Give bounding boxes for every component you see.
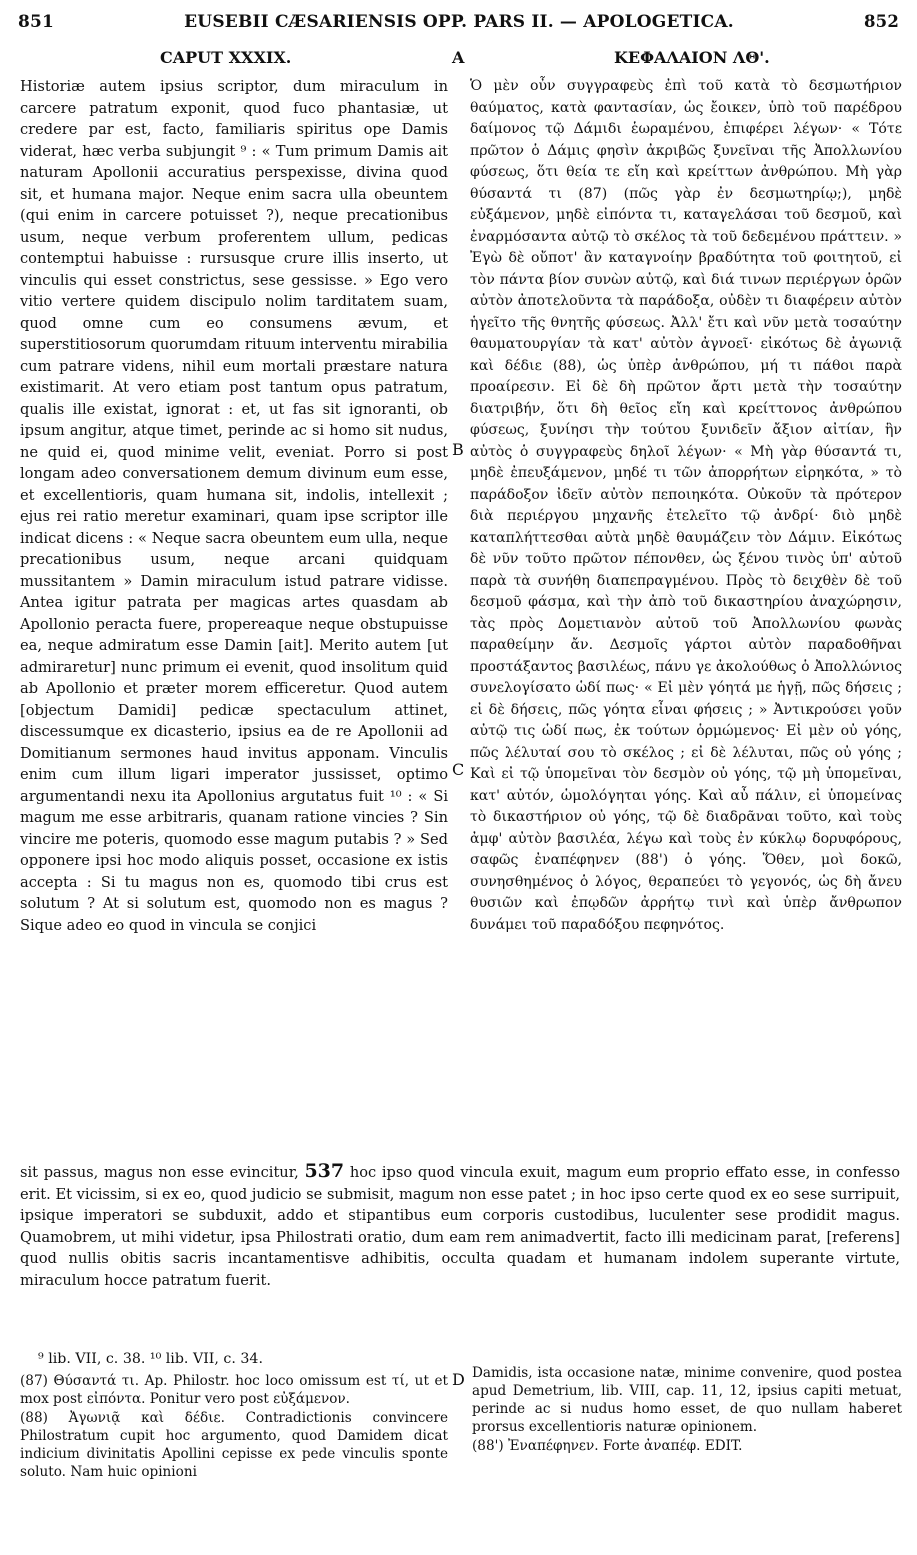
greek-column — [470, 76, 902, 936]
greek-chapter-heading: ΚΕΦΑΛΑΙΟΝ ΛΘ'. — [614, 48, 770, 67]
greek-paragraph: Ὁ μὲν οὖν συγγραφεὺς ἐπὶ τοῦ κατὰ τὸ δεσμωτήριον θαύματος, κατὰ φαντασίαν, ὡς ἔοικεν, ὑπὸ τοῦ παρέδρου δαίμονος τῷ Δάμιδι ἑωραμένου, ἐπιφέρει λέγων· « Τότε πρῶτον ὁ Δάμις φησὶν ἀκριβῶς ξυνεῖναι τῆς Ἀπολλωνίου φύσεως, ὅτι θεία τε εἴη καὶ κρείττων ἀνθρώπου. Μὴ γὰρ θύσαντά τι (87) (πῶς γὰρ ἐν δεσμωτηρίῳ;), μηδὲ εὐξάμενον, μηδὲ εἰπόντα τι, καταγελάσαι τοῦ δεσμοῦ, καὶ ἐναρμόσαντα αὐτῷ τὸ σκέλος τὰ τοῦ δεδεμένου πράττειν. » Ἐγὼ δὲ οὔποτ' ἂν καταγνοίην βραδύτητα τοῦ φοιτητοῦ, εἰ τὸν πάντα βίον συνὼν αὐτῷ, καὶ διά τινων περιέργων ὁρῶν αὐτὸν ἀποτελοῦντα τὰ παράδοξα, οὐδὲν τι διαφέρειν αὐτὸν ἡγεῖτο τῆς θνητῆς φύσεως. Ἀλλ' ἔτι καὶ νῦν μετὰ τοσαύτην θαυματουργίαν τὰ κατ' αὐτὸν ἀγνοεῖ· εἰκότως δὲ ἀγωνιᾷ καὶ δέδιε (88), ὡς ὑπὲρ ἀνθρώπου, μή τι πάθοι παρὰ προαίρεσιν. Εἰ δὲ δὴ πρῶτον ἄρτι μετὰ τὴν τοσαύτην διατριβήν, ὅτι δὴ θεῖος εἴη καὶ κρείττονος ἀνθρώπου φύσεως, ξυνίησι τὴν τούτου ξυνιδεῖν ἄξιον αἰτίαν, ἣν αὐτὸς ὁ συγγραφεὺς δηλοῖ λέγων· « Μὴ γὰρ θύσαντά τι, μηδὲ ἐπευξάμενον, μηδέ τι τῶν ἀπορρήτων εἰρηκότα, » τὸ παράδοξον ἰδεῖν αὐτὸν πεποιηκότα. Οὐκοῦν τὰ πρότερον διὰ περιέργου μηχανῆς ἐτελεῖτο τῷ ἀνδρί· διὸ μηδὲ καταπλήττεσθαι αὐτὰ μηδὲ θαυμάζειν τὸν Δάμιν. Εἰκότως δὲ νῦν τοῦτο πρῶτον πέπονθεν, ὡς ξένου τινὸς ὑπ' αὐτοῦ παρὰ τὰ συνήθη διαπεπραγμένου. Πρὸς τὸ δειχθὲν δὲ τοῦ δεσμοῦ φάσμα, καὶ τὴν ἀπὸ τοῦ δικαστηρίου ἀναχώρησιν, τὰς πρὸς Δομετιανὸν αὐτοῦ τοῦ Ἀπολλωνίου φωνὰς παραθείμην ἄν. Δεσμοῖς γάρτοι αὐτὸν παραδοθῆναι προστάξαντος βασιλέως, πάνυ γε ἀκολούθως ὁ Ἀπολλώνιος συνελογίσατο ὡδί πως· « Εἰ μὲν γόητά με ἡγῇ, πῶς δήσεις ; εἰ δὲ δήσεις, πῶς γόητα εἶναι φήσεις ; » Ἀντικρούσει γοῦν αὐτῷ τις ὡδί πως, ἐκ τούτων ὁρμώμενος· Εἰ μὲν οὐ γόης, πῶς λέλυταί σου τὸ σκέλος ; εἰ δὲ λέλυται, πῶς οὐ γόης ; Καὶ εἰ τῷ ὑπομεῖναι τὸν δεσμὸν οὐ γόης, τῷ μὴ ὑπομεῖναι, κατ' αὐτόν, ὡμολόγηται γόης. Καὶ αὖ πάλιν, εἰ ὑπομείνας τὸ δικαστήριον οὐ γόης, τῷ δὲ διαδρᾶναι τοῦτο, καὶ τοὺς ἀμφ' αὐτὸν βασιλέα, λέγω καὶ τοὺς ἐν κύκλῳ δορυφόρους, σαφῶς ἐναπέφηνεν (88') ὁ γόης. Ὅθεν, μοὶ δοκῶ, συνησθημένος ὁ λόγος, θεραπεύει τὸ γεγονός, ὡς δὴ ἄνευ θυσιῶν καὶ ἐπῳδῶν ἀρρήτῳ τινὶ καὶ ὑπὲρ ἄνθρωπον δυνάμει τοῦ παραδόξου πεφηνότος. — [470, 78, 902, 933]
note-88-continued: Damidis, ista occasione natæ, minime convenire, quod postea apud Demetrium, lib. VIII, cap. 11, 12, ipsius capiti metuat, perinde ac si nudus homo esset, de quo nullam haberet prorsus excellentioris naturæ opinionem. — [472, 1365, 902, 1435]
notes-left-column — [20, 1372, 448, 1482]
continuation-before: sit passus, magus non esse evincitur, — [20, 1164, 299, 1181]
right-page-number: 852 — [863, 12, 899, 31]
margin-marker-d: D — [452, 1370, 465, 1389]
note-87: (87) Θύσαντά τι. Ap. Philostr. hoc loco omissum est τί, ut et mox post εἰπόντα. Ponitur vero post εὐξάμενον. — [20, 1373, 448, 1407]
left-page-number: 851 — [18, 12, 55, 32]
chapter-headings — [0, 48, 917, 70]
margin-marker-b: B — [452, 440, 464, 459]
running-title: EUSEBII CÆSARIENSIS OPP. PARS II. — APOLOGETICA. — [184, 12, 734, 32]
page-mark: 537 — [304, 1160, 345, 1182]
margin-marker-c: C — [452, 760, 465, 779]
continuation-paragraph — [20, 1161, 900, 1291]
latin-column — [20, 76, 448, 936]
full-width-continuation — [20, 1161, 900, 1291]
continuation-after: hoc ipso quod vincula exuit, magum eum proprio effato esse, in confesso erit. Et vicissim, si ex eo, quod judicio se submisit, magum non esse patet ; in hoc ipso certe quod ex eo sese surripuit, ipsique imperatori se subduxit, addo et stipantibus eum corporis custodibus, luculenter sese prodidit magus. Quamobrem, ut mihi videtur, ipsa Philostrati oratio, dum eam rem animadvertit, facto illi medicinam parat, [referens] quod nullis obitis sacris incantamentisve adhibitis, occulta quadam et humanam indolem superante virtute, miraculum hocce patratum fuerit. — [20, 1164, 901, 1289]
source-references: ⁹ lib. VII, c. 38. ¹⁰ lib. VII, c. 34. — [38, 1351, 263, 1367]
column-marker-a: A — [452, 48, 465, 67]
notes-right-column — [472, 1364, 902, 1456]
note-88-prime: (88') Ἐναπέφηνεν. Forte ἀναπέφ. EDIT. — [472, 1438, 743, 1454]
latin-paragraph: Historiæ autem ipsius scriptor, dum miraculum in carcere patratum exponit, quod fuco phantasiæ, ut credere par est, facto, familiaris spiritus ope Damis viderat, hæc verba subjungit ⁹ : « Tum primum Damis ait naturam Apollonii accuratius perspexisse, divina quod sit, et humana major. Neque enim sacra ulla obeuntem (qui enim in carcere potuisset ?), neque precationibus usum, neque verbum proferentem ullum, pedicas contemptui habuisse : rursusque crure illis inserto, ut vinculis qui esset constrictus, sese gessisse. » Ego vero vitio vertere quidem discipulo nolim tarditatem suam, quod omne cum eo consumens ævum, et superstitiosorum quorumdam rituum interventu mirabilia cum patrare videns, nihil eum mortali præstare natura existimarit. At vero etiam post tantum opus patratum, qualis ille existat, ignorat : et, ut fas sit ignoranti, ob ipsum angitur, atque timet, perinde ac si homo sit nudus, ne quid ei, quod minime velit, eveniat. Porro si post longam adeo conversationem demum divinum eum esse, et excellentioris, quam humana sit, indolis, intellexit ; ejus rei ratio meretur examinari, quam ipse scriptor ille indicat dicens : « Neque sacra obeuntem eum ulla, neque precationibus usum, neque arcani quidquam mussitantem » Damin miraculum istud patrare vidisse. Antea igitur patrata per magicas artes quasdam ab Apollonio peracta fuere, propereaque neque obstupuisse ea, neque admiratum esse Damin [ait]. Merito autem [ut admiraretur] nunc primum ei evenit, quod insolitum quid ab Apollonio et præter morem efficeretur. Quod autem [objectum Damidi] pedicæ spectaculum attinet, discessumque ex dicasterio, ipsius ea de re Apollonii ad Domitianum sermones haud invitus apponam. Vinculis enim cum illum ligari imperator jussisset, optimo argumentandi nexu ita Apollonius argutatus fuit ¹⁰ : « Si magum me esse arbitraris, quanam ratione vincies ? Sin vincire me poteris, quomodo esse magum putabis ? » Sed opponere ipsi hoc modo aliquis posset, occasione ex istis accepta : Si tu magus non es, quomodo tibi crus est solutum ? At si solutum est, quomodo non es magus ? Sique adeo eo quod in vincula se conjici — [20, 78, 448, 934]
running-header — [18, 12, 899, 38]
latin-chapter-heading: CAPUT XXXIX. — [160, 48, 292, 67]
note-88: (88) Ἀγωνιᾷ καὶ δέδιε. Contradictionis convincere Philostratum cupit hoc argumento, quod Damidem dicat indicium divinitatis Apollini cepisse ex pede vinculis sponte soluto. Nam huic opinioni — [20, 1410, 448, 1480]
